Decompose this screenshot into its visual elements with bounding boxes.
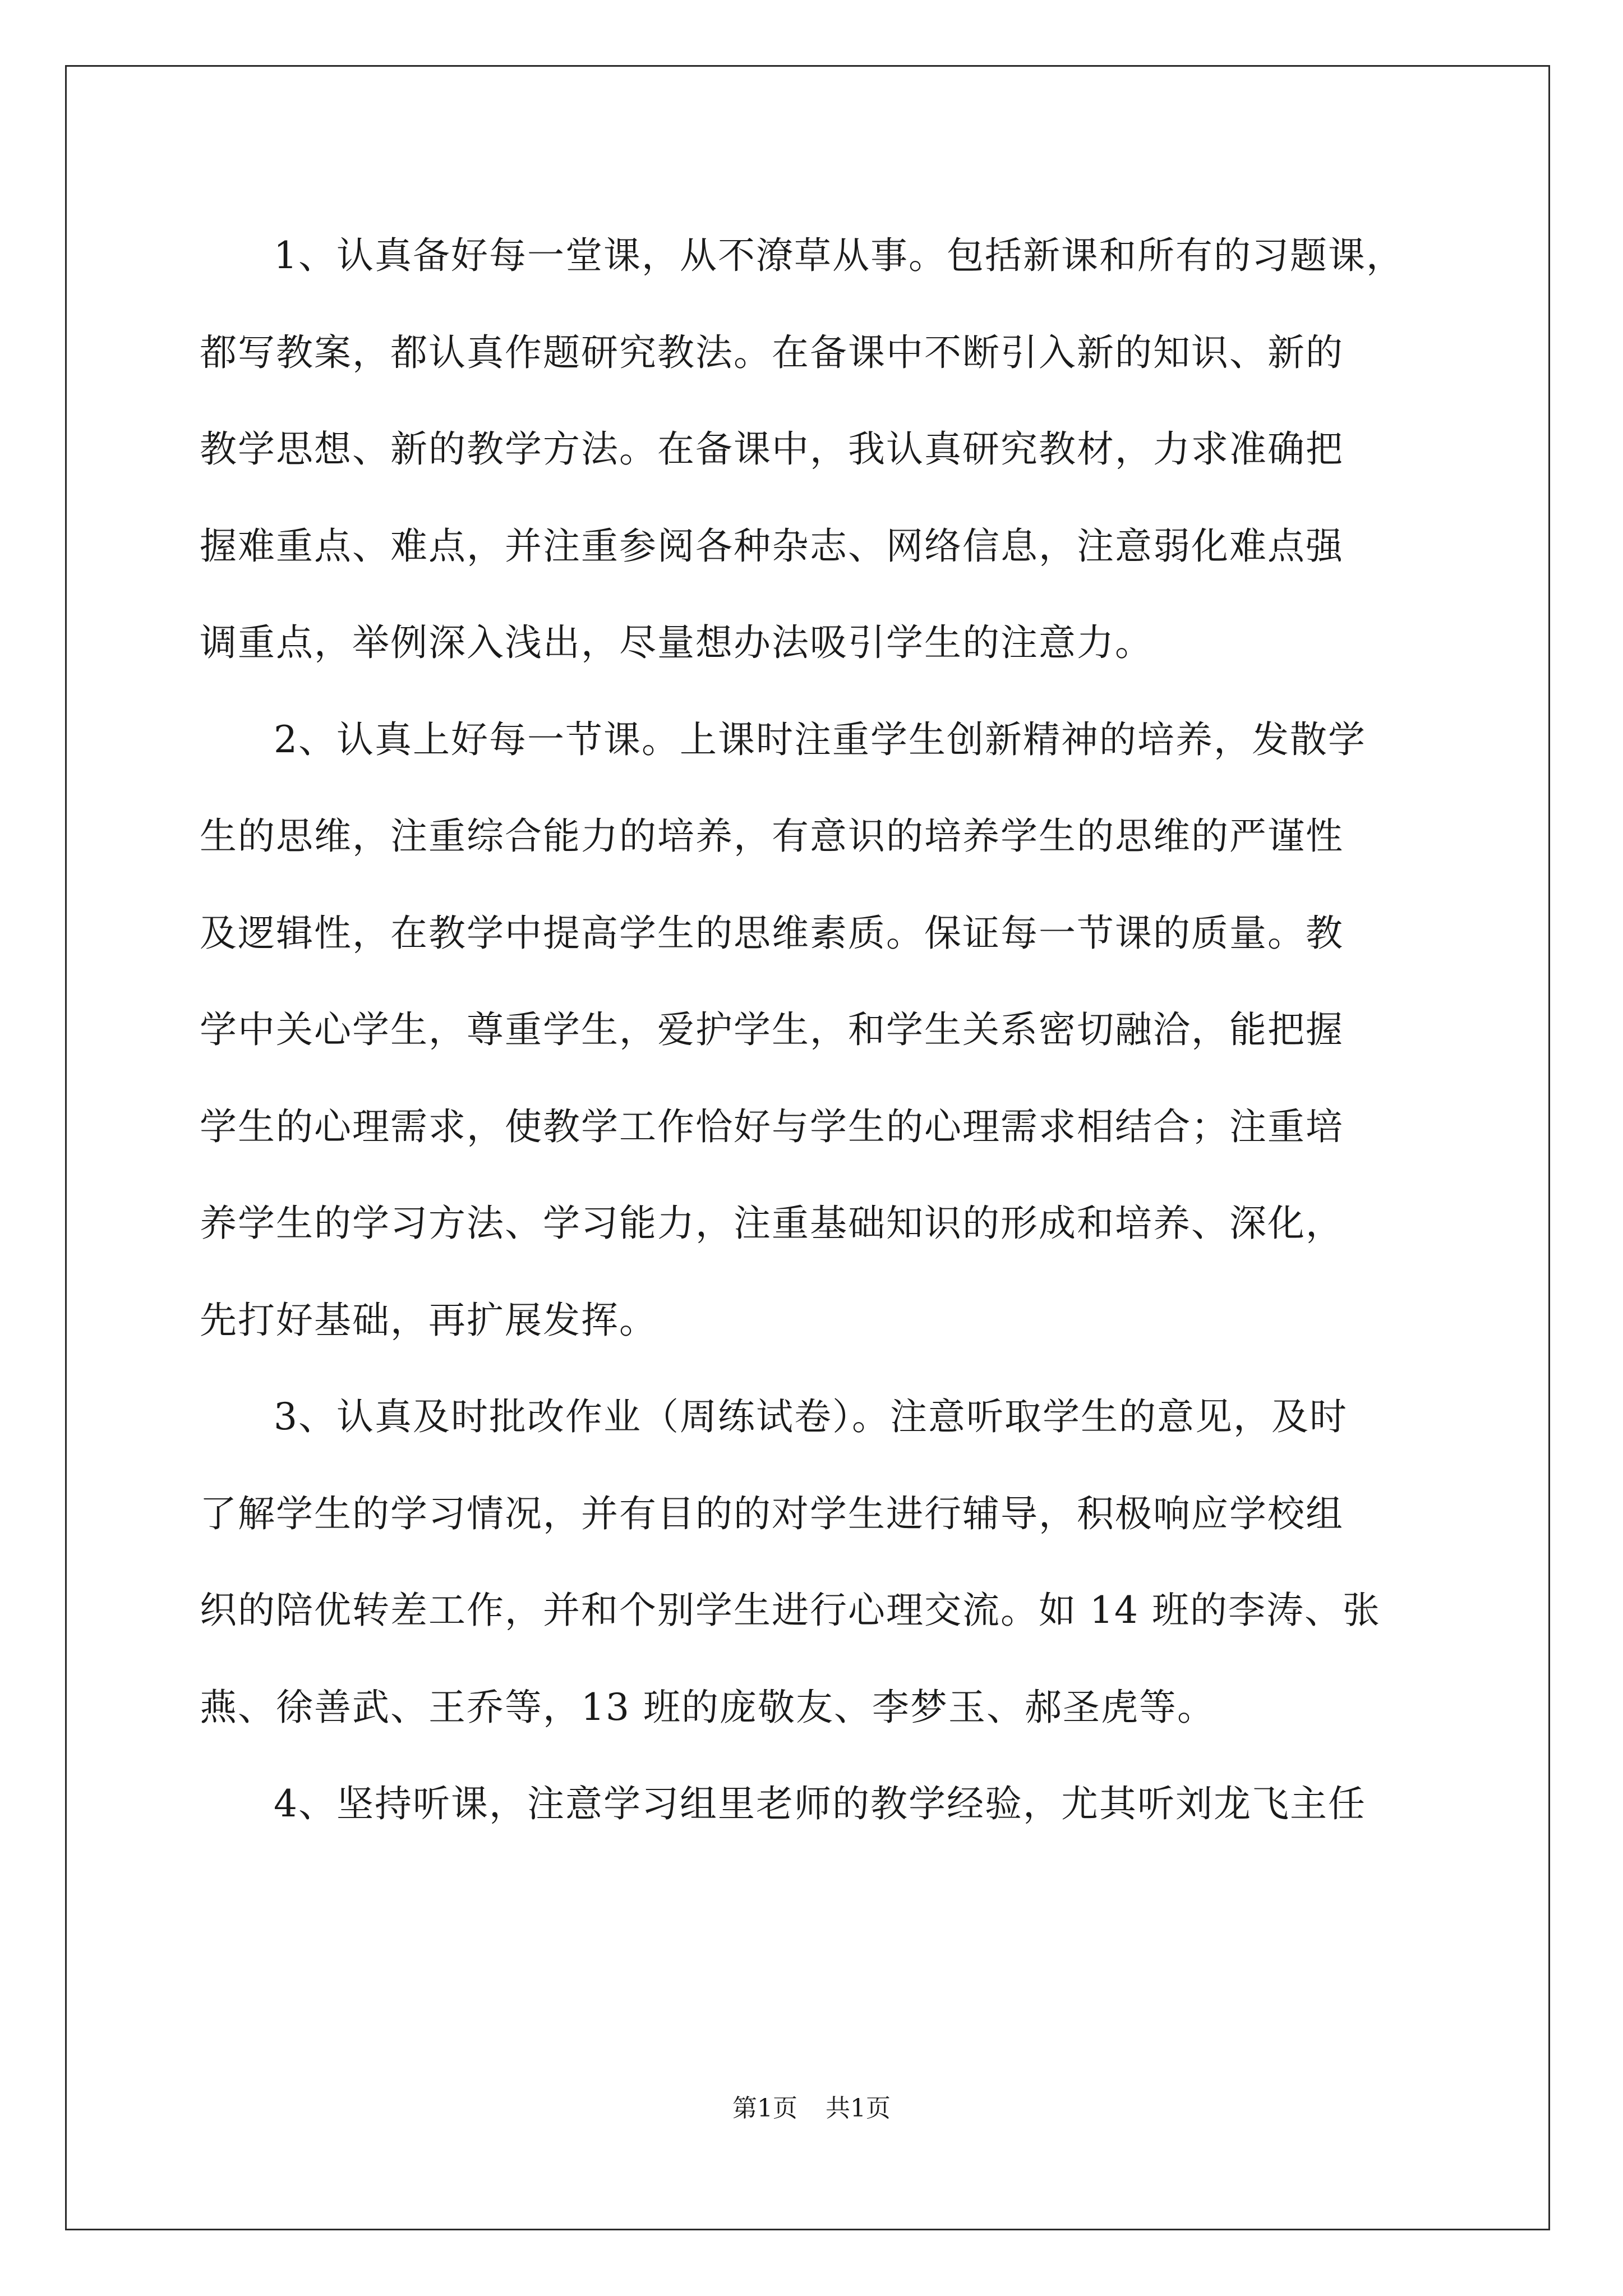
paragraph-2-line-2: 生的思维，注重综合能力的培养，有意识的培养学生的思维的严谨性 <box>200 815 1344 858</box>
paragraph-1-line-2: 都写教案，都认真作题研究教法。在备课中不断引入新的知识、新的 <box>200 330 1344 374</box>
page-number-current: 第1页 <box>732 2094 797 2123</box>
paragraph-1-line-4: 握难重点、难点，并注重参阅各种杂志、网络信息，注意弱化难点强 <box>200 524 1344 568</box>
paragraph-2-line-6: 养学生的学习方法、学习能力，注重基础知识的形成和培养、深化， <box>200 1202 1344 1245</box>
paragraph-1-line-3: 教学思想、新的教学方法。在备课中，我认真研究教材，力求准确把 <box>200 427 1344 471</box>
paragraph-2-line-7: 先打好基础，再扩展发挥。 <box>200 1298 657 1342</box>
paragraph-3-line-2: 了解学生的学习情况，并有目的的对学生进行辅导，积极响应学校组 <box>200 1492 1344 1535</box>
paragraph-3-line-3: 织的陪优转差工作，并和个别学生进行心理交流。如 14 班的李涛、张 <box>200 1589 1381 1632</box>
paragraph-4-line-1: 4、坚持听课，注意学习组里老师的教学经验，尤其听刘龙飞主任 <box>274 1782 1366 1825</box>
paragraph-2-line-3: 及逻辑性，在教学中提高学生的思维素质。保证每一节课的质量。教 <box>200 911 1344 955</box>
document-body <box>200 208 1428 1853</box>
paragraph-3-line-1: 3、认真及时批改作业（周练试卷）。注意听取学生的意见，及时 <box>274 1395 1348 1438</box>
paragraph-3-line-4: 燕、徐善武、王乔等，13 班的庞敬友、李梦玉、郝圣虎等。 <box>200 1685 1215 1729</box>
paragraph-2-line-1: 2、认真上好每一节课。上课时注重学生创新精神的培养，发散学 <box>274 717 1366 761</box>
paragraph-1-line-1: 1、认真备好每一堂课，从不潦草从事。包括新课和所有的习题课， <box>274 234 1404 277</box>
paragraph-2-line-5: 学生的心理需求，使教学工作恰好与学生的心理需求相结合；注重培 <box>200 1105 1344 1148</box>
paragraph-2-line-4: 学中关心学生，尊重学生，爱护学生，和学生关系密切融洽，能把握 <box>200 1008 1344 1051</box>
page-footer <box>0 2088 1623 2124</box>
paragraph-1-line-5: 调重点，举例深入浅出，尽量想办法吸引学生的注意力。 <box>200 621 1153 664</box>
page-number-total: 共1页 <box>826 2094 891 2123</box>
